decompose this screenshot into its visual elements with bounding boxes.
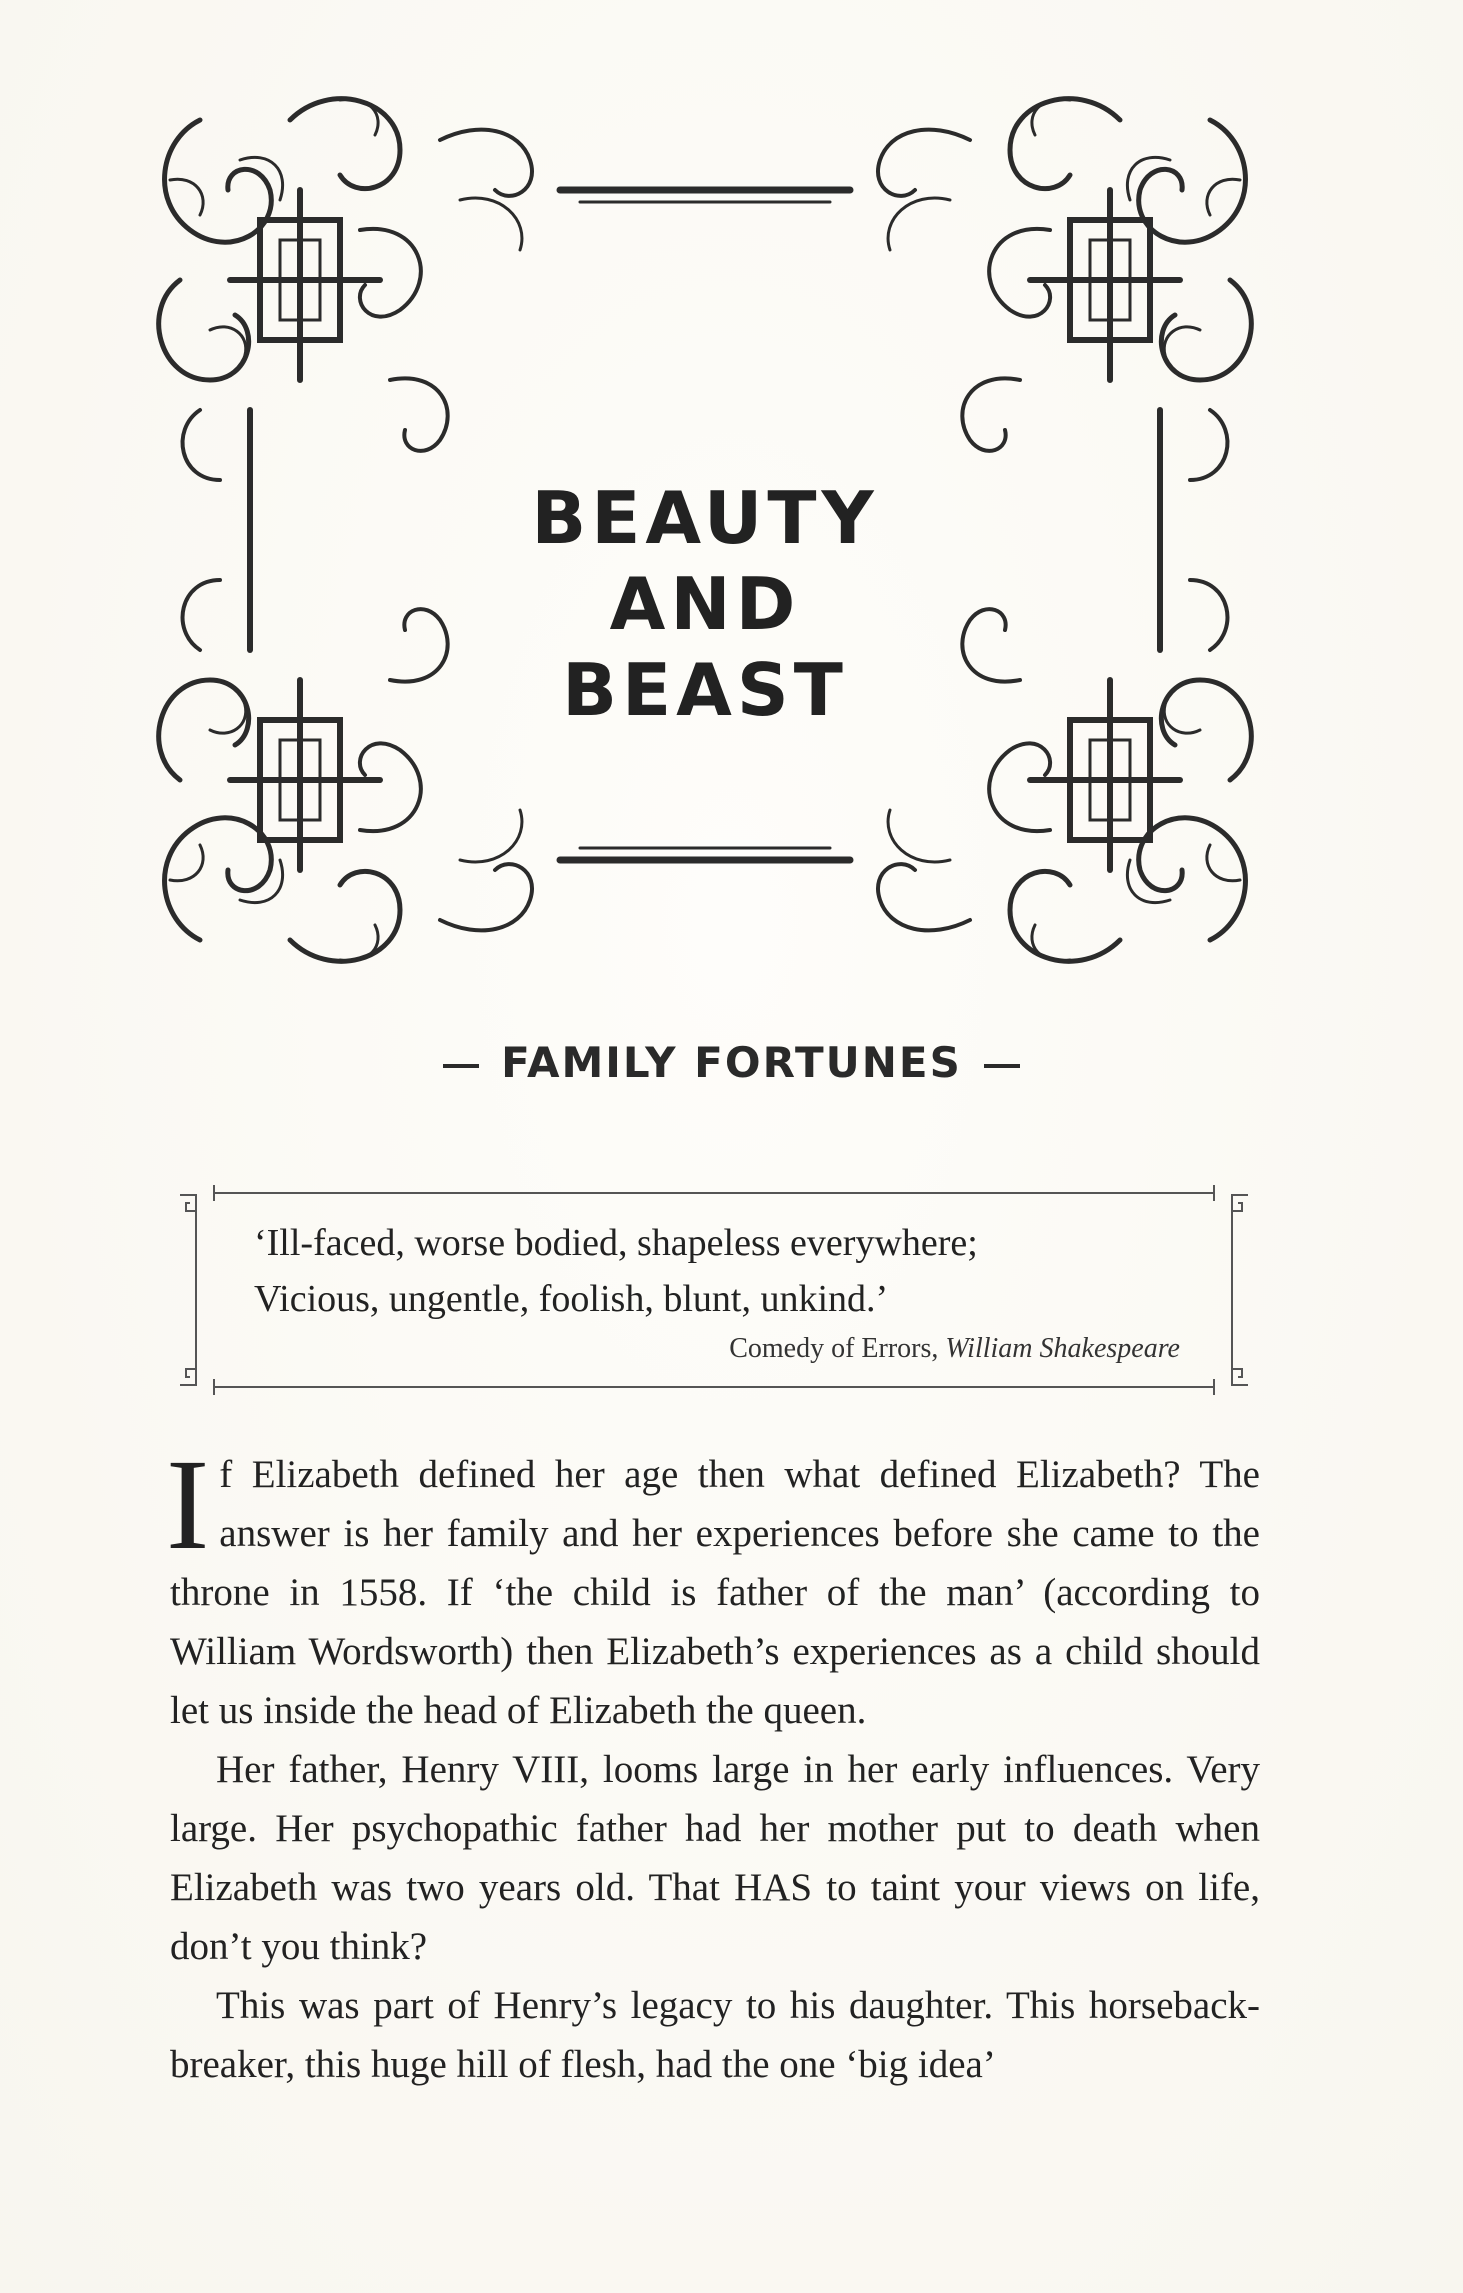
paragraph-2: Her father, Henry VIII, looms large in her early influences. Very large. Her psychopathic father had her mother put to death when Elizabeth was two years old. That HAS to taint your views on life, don’t you think?	[170, 1748, 1260, 1968]
chapter-subtitle-text: FAMILY FORTUNES	[501, 1038, 962, 1087]
paragraph-3: This was part of Henry’s legacy to his daughter. This horseback-breaker, this huge hill of flesh, had the one ‘big idea’	[170, 1984, 1260, 2086]
epigraph-source-work: Comedy of Errors,	[729, 1333, 939, 1364]
epigraph-text	[254, 1215, 978, 1327]
chapter-title-line-1: BEAUTY	[531, 476, 879, 560]
paragraph-1-text: f Elizabeth defined her age then what defined Elizabeth? The answer is her family and her experiences before she came to the throne in 1558. If ‘the child is father of the man’ (according to William Wordsworth) then Elizabeth’s experiences as a child should let us inside the head of Elizabeth the queen.	[170, 1453, 1260, 1732]
epigraph-line-2: Vicious, ungentle, foolish, blunt, unkind.’	[254, 1278, 889, 1320]
dash-right	[984, 1064, 1020, 1068]
ornamental-frame	[140, 80, 1270, 980]
drop-cap: I	[166, 1433, 210, 1577]
epigraph-source-author: William Shakespeare	[945, 1333, 1180, 1364]
epigraph-line-1: ‘Ill-faced, worse bodied, shapeless everywhere;	[254, 1222, 978, 1264]
chapter-title-line-2: AND	[609, 562, 801, 646]
chapter-title-line-3: BEAST	[562, 648, 848, 732]
epigraph-box	[178, 1175, 1250, 1405]
chapter-subtitle	[0, 1038, 1463, 1087]
body-text	[166, 1433, 1260, 2094]
chapter-title	[140, 475, 1270, 733]
paragraph-1	[166, 1433, 1260, 1740]
dash-left	[443, 1064, 479, 1068]
epigraph-source	[729, 1333, 1180, 1365]
